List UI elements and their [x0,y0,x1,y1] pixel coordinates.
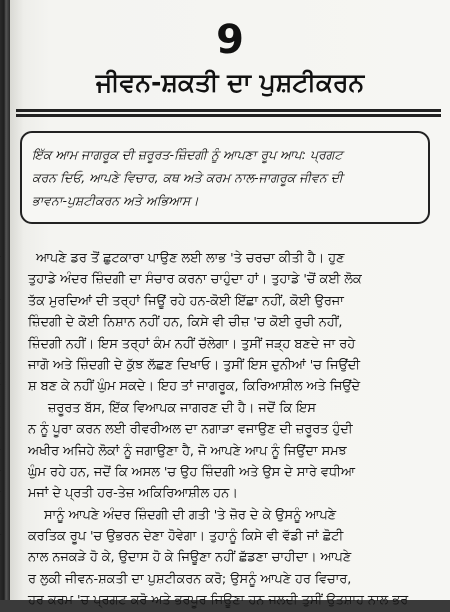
body-line: ਆਪਣੇ ਡਰ ਤੋਂ ਛੁਟਕਾਰਾ ਪਾਉਣ ਲਈ ਲਾਭ 'ਤੇ ਚਰਚਾ ਕੀਤੀ ਹੈ। ਹੁਣ [36,251,345,266]
body-line: ਜ਼ਿੰਦਗੀ ਦੇ ਕੋਈ ਨਿਸ਼ਾਨ ਨਹੀਂ ਹਨ, ਕਿਸੇ ਵੀ ਚੀਜ਼ 'ਚ ਕੋਈ ਰੁਚੀ ਨਹੀਂ, [28,315,343,331]
facing-page-fragment [0,314,12,335]
facing-page-fragment [0,378,12,399]
facing-page-fragment [0,336,12,357]
facing-page-edge [0,250,12,571]
facing-page-fragment [0,421,12,442]
body-line: ਮਜਾਂ ਦੇ ਪ੍ਰਤੀ ਹਰ-ਤੇਜ਼ ਅਕਿਰਿਆਸ਼ੀਲ ਹਨ। [28,486,238,502]
body-line: ਨ ਨੂੰ ਪੂਰਾ ਕਰਨ ਲਈ ਰੀਵਰੀਅਲ ਦਾ ਨਗਾੜਾ ਵਜਾਉਣ ਦੀ ਜ਼ਰੂਰਤ ਹੁੰਦੀ [28,422,353,438]
summary-line: ਇੱਕ ਆਮ ਜਾਗਰੂਕ ਦੀ ਜ਼ਰੂਰਤ-ਜ਼ਿੰਦਗੀ ਨੂੰ ਆਪਣਾ ਰੂਪ ਆਪ: ਪ੍ਰਗਟ [32,147,343,162]
body-line: ਜ਼ਿੰਦਗੀ ਨਹੀਂ। ਇਸ ਤਰ੍ਹਾਂ ਕੰਮ ਨਹੀਂ ਚੱਲੇਗਾ। ਤੁਸੀਂ ਜੜ੍ਹ ਬਣਦੇ ਜਾ ਰਹੇ [28,336,356,352]
body-line: ਜਾਗੋ ਅਤੇ ਜ਼ਿੰਦਗੀ ਦੇ ਕੁੱਝ ਲੱਛਣ ਦਿਖਾਓ। ਤੁਸੀਂ ਇਸ ਦੁਨੀਆਂ 'ਚ ਜਿਉਂਦੀ [28,357,361,373]
body-line: ਤੁਹਾਡੇ ਅੰਦਰ ਜ਼ਿੰਦਗੀ ਦਾ ਸੰਚਾਰ ਕਰਨਾ ਚਾਹੁੰਦਾ ਹਾਂ। ਤੁਹਾਡੇ 'ਚੋਂ ਕਈ ਲੋਕ [28,272,362,288]
facing-page-fragment [0,485,12,506]
body-line: ਨਾਲ ਨਜਕੜੇ ਹੋ ਕੇ, ਉਦਾਸ ਹੋ ਕੇ ਜਿਊਣਾ ਨਹੀਂ ਛੱਡਣਾ ਚਾਹੀਦਾ। ਆਪਣੇ [28,550,352,566]
facing-page-fragment [0,507,12,528]
facing-page-fragment [0,528,12,549]
body-line: ਕਰਤਿਕ ਰੂਪ 'ਚ ਉਭਰਨ ਦੇਣਾ ਹੋਵੇਗਾ। ਤੁਹਾਨੂੰ ਕਿਸੇ ਵੀ ਵੱਡੀ ਜਾਂ ਛੋਟੀ [28,529,344,545]
facing-page-fragment [0,549,12,570]
facing-page-fragment [0,443,12,464]
chapter-number: 9 [216,17,244,63]
summary-line: ਭਾਵਨਾ-ਪੁਸ਼ਟੀਕਰਨ ਅਤੇ ਅਭਿਆਸ। [32,193,199,208]
chapter-title: ਜੀਵਨ-ਸ਼ਕਤੀ ਦਾ ਪੁਸ਼ਟੀਕਰਨ [95,68,365,97]
facing-page-fragment [0,271,12,292]
body-line: ਤੱਕ ਮੁਰਦਿਆਂ ਦੀ ਤਰ੍ਹਾਂ ਜਿਊਂ ਰਹੇ ਹਨ-ਕੋਈ ਇੱਛਾ ਨਹੀਂ, ਕੋਈ ਉਰਜਾ [28,293,344,309]
facing-page-fragment [0,357,12,378]
body-line: ਘੁੰਮ ਰਹੇ ਹਨ, ਜਦੋਂ ਕਿ ਅਸਲ 'ਚ ਉਹ ਜ਼ਿੰਦਗੀ ਅਤੇ ਉਸ ਦੇ ਸਾਰੇ ਵਧੀਆ [28,464,355,480]
body-line: ਸ਼ ਬਣ ਕੇ ਨਹੀਂ ਘੁੰਮ ਸਕਦੇ। ਇਹ ਤਾਂ ਜਾਗਰੂਕ, ਕਿਰਿਆਸ਼ੀਲ ਅਤੇ ਜਿਉਂਦੇ [28,379,360,395]
facing-page-fragment [0,250,12,271]
book-page [10,0,450,609]
body-line: ਅਖੀਰ ਅਜਿਹੇ ਲੋਕਾਂ ਨੂੰ ਜਗਾਉਣਾ ਹੈ, ਜੋ ਆਪਣੇ ਆਪ ਨੂੰ ਜਿਉਂਦਾ ਸਮਝ [28,443,347,459]
facing-page-fragment [0,400,12,421]
body-line: ਹਰ ਕਰਮ 'ਚ ਪ੍ਰਗਟ ਕਰੋ ਅਤੇ ਭਰਪੂਰ ਜਿਊਣਾ ਹਨ ਜਲਦੀ ਤੁਸੀਂ ਉਤਸ਼ਾਹ ਨਾਲ ਭਰ [28,593,409,609]
summary-line: ਕਰਨ ਦਿਓ, ਆਪਣੇ ਵਿਚਾਰ, ਕਥ ਅਤੇ ਕਰਮ ਨਾਲ-ਜਾਗਰੂਕ ਜੀਵਨ ਦੀ [32,170,343,185]
facing-page-fragment [0,293,12,314]
body-line: ਜ਼ਰੂਰਤ ਬੱਸ, ਇੱਕ ਵਿਆਪਕ ਜਾਗਰਣ ਦੀ ਹੈ। ਜਦੋਂ ਕਿ ਇਸ [48,400,316,416]
title-rule-top [16,109,441,112]
summary-box [20,131,430,224]
title-rule-bottom [16,114,441,117]
body-line: ਸਾਨੂੰ ਆਪਣੇ ਅੰਦਰ ਜ਼ਿੰਦਗੀ ਦੀ ਗਤੀ 'ਤੇ ਜ਼ੋਰ ਦੇ ਕੇ ਉਸਨੂੰ ਆਪਣੇ [44,507,336,523]
chapter-body [10,248,450,612]
body-line: ਰ ਲੁਕੀ ਜੀਵਨ-ਸ਼ਕਤੀ ਦਾ ਪੁਸ਼ਟੀਕਰਨ ਕਰੋ; ਉਸਨੂੰ ਆਪਣੇ ਹਰ ਵਿਚਾਰ, [28,571,352,587]
facing-page-fragment [0,464,12,485]
